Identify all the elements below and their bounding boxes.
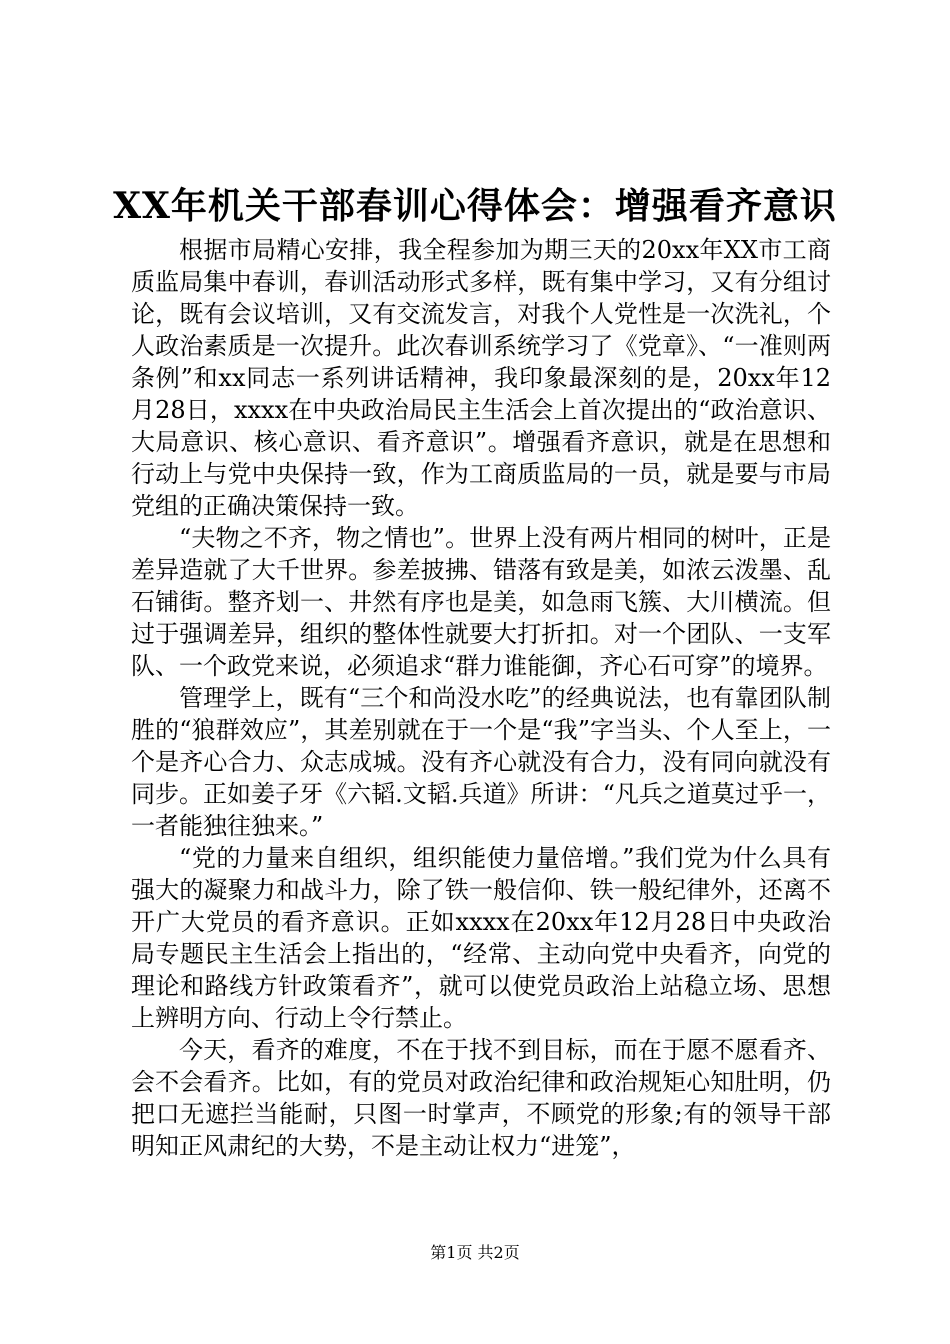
document-body <box>131 234 831 1162</box>
paragraph-5: 今天，看齐的难度，不在于找不到目标，而在于愿不愿看齐、会不会看齐。比如，有的党员对政治纪律和政治规矩心知肚明，仍把口无遮拦当能耐，只图一时掌声，不顾党的形象;有的领导干部明知正风肃纪的大势，不是主动让权力“进笼”， <box>131 1036 831 1160</box>
paragraph-2: “夫物之不齐，物之情也”。世界上没有两片相同的树叶，正是差异造就了大千世界。参差披拂、错落有致是美，如浓云泼墨、乱石铺街。整齐划一、井然有序也是美，如急雨飞簇、大川横流。但过于强调差异，组织的整体性就要大打折扣。对一个团队、一支军队、一个政党来说，必须追求“群力谁能御，齐心石可穿”的境界。 <box>131 524 831 680</box>
paragraph-4: “党的力量来自组织，组织能使力量倍增。”我们党为什么具有强大的凝聚力和战斗力，除了铁一般信仰、铁一般纪律外，还离不开广大党员的看齐意识。正如xxxx在20xx年12月28日中央政治局专题民主生活会上指出的，“经常、主动向党中央看齐，向党的理论和路线方针政策看齐”，就可以使党员政治上站稳立场、思想上辨明方向、行动上令行禁止。 <box>131 844 831 1032</box>
page-footer: 第1页 共2页 <box>430 1243 520 1262</box>
document-title: XX年机关干部春训心得体会：增强看齐意识 <box>113 185 837 227</box>
paragraph-3: 管理学上，既有“三个和尚没水吃”的经典说法，也有靠团队制胜的“狼群效应”，其差别就在于一个是“我”字当头、个人至上，一个是齐心合力、众志成城。没有齐心就没有合力，没有同向就没有同步。正如姜子牙《六韬.文韬.兵道》所讲：“凡兵之道莫过乎一，一者能独往独来。” <box>131 684 831 840</box>
paragraph-1: 根据市局精心安排，我全程参加为期三天的20xx年XX市工商质监局集中春训，春训活动形式多样，既有集中学习，又有分组讨论，既有会议培训，又有交流发言，对我个人党性是一次洗礼，个人政治素质是一次提升。此次春训系统学习了《党章》、“一准则两条例”和xx同志一系列讲话精神，我印象最深刻的是，20xx年12月28日，xxxx在中央政治局民主生活会上首次提出的“政治意识、大局意识、核心意识、看齐意识”。增强看齐意识，就是在思想和行动上与党中央保持一致，作为工商质监局的一员，就是要与市局党组的正确决策保持一致。 <box>131 236 831 520</box>
